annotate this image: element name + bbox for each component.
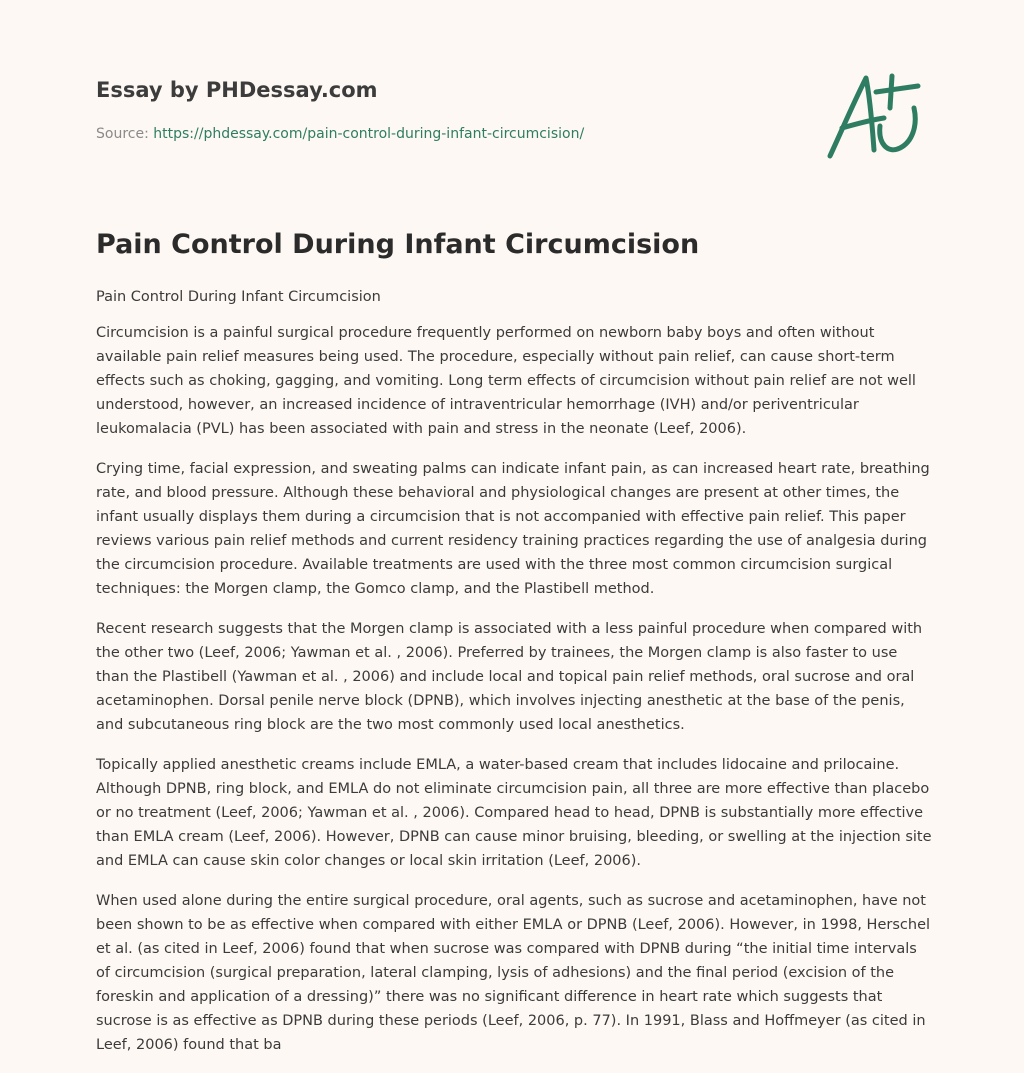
essay-header	[96, 0, 932, 200]
paragraph: Circumcision is a painful surgical procedure frequently performed on newborn baby boys and often without available pain relief measures being used. The procedure, especially without pain relief, can cause short-term effects such as choking, gagging, and vomiting. Long term effects of circumcision without pain relief are not well understood, however, an increased incidence of intraventricular hemorrhage (IVH) and/or periventricular leukomalacia (PVL) has been associated with pain and stress in the neonate (Leef, 2006).	[96, 325, 916, 437]
paragraph: When used alone during the entire surgical procedure, oral agents, such as sucrose and acetaminophen, have not been shown to be as effective when compared with either EMLA or DPNB (Leef, 2006). However, in 1998, Herschel et al. (as cited in Leef, 2006) found that when sucrose was compared with DPNB during “the initial time intervals of circumcision (surgical preparation, lateral clamping, lysis of adhesions) and the final period (excision of the foreskin and application of a dressing)” there was no significant difference in heart rate which suggests that sucrose is as effective as DPNB during these periods (Leef, 2006, p. 77). In 1991, Blass and Hoffmeyer (as cited in Leef, 2006) found that ba	[96, 893, 931, 1053]
source-label: Source:	[96, 126, 149, 142]
article-body	[96, 321, 932, 1073]
a-plus-logo-icon	[822, 68, 926, 164]
paragraph: Recent research suggests that the Morgen clamp is associated with a less painful procedure when compared with the other two (Leef, 2006; Yawman et al. , 2006). Preferred by trainees, the Morgen clamp is also faster to use than the Plastibell (Yawman et al. , 2006) and include local and topical pain relief methods, oral sucrose and oral acetaminophen. Dorsal penile nerve block (DPNB), which involves injecting anesthetic at the base of the penis, and subcutaneous ring block are the two most commonly used local anesthetics.	[96, 621, 923, 733]
source-line	[96, 124, 584, 144]
article-subtitle: Pain Control During Infant Circumcision	[96, 289, 381, 305]
paragraph: Crying time, facial expression, and sweating palms can indicate infant pain, as can increased heart rate, breathing rate, and blood pressure. Although these behavioral and physiological changes are present at other times, the infant usually displays them during a circumcision that is not accompanied with effective pain relief. This paper reviews various pain relief methods and current residency training practices regarding the use of analgesia during the circumcision procedure. Available treatments are used with the three most common circumcision surgical techniques: the Morgen clamp, the Gomco clamp, and the Plastibell method.	[96, 461, 930, 597]
source-link[interactable]: https://phdessay.com/pain-control-during-infant-circumcision/	[153, 126, 585, 142]
article-title: Pain Control During Infant Circumcision	[96, 229, 700, 260]
brand-name: Essay by PHDessay.com	[96, 78, 378, 102]
essay-page	[96, 0, 932, 1053]
paragraph: Topically applied anesthetic creams include EMLA, a water-based cream that includes lidocaine and prilocaine. Although DPNB, ring block, and EMLA do not eliminate circumcision pain, all three are more effective than placebo or no treatment (Leef, 2006; Yawman et al. , 2006). Compared head to head, DPNB is substantially more effective than EMLA cream (Leef, 2006). However, DPNB can cause minor bruising, bleeding, or swelling at the injection site and EMLA can cause skin color changes or local skin irritation (Leef, 2006).	[96, 757, 932, 869]
